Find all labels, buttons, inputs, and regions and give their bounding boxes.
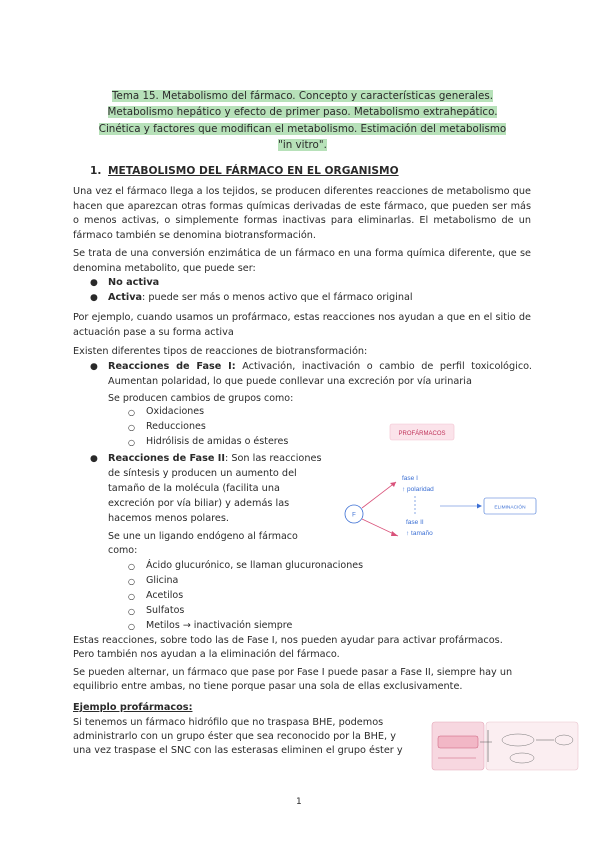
fase1-description: [108, 360, 532, 389]
circle-bullet-icon: ○: [128, 423, 135, 432]
bullet-icon: ●: [90, 362, 98, 372]
paragraph-profarmaco: Por ejemplo, cuando usamos un profármaco, estas reacciones nos ayudan a que en el sitio de actuación pase a su forma activa: [73, 312, 531, 338]
example-line-2: administrarlo con un grupo éster que sea reconocido por la BHE, y: [73, 731, 396, 742]
fase1-text: Activación, inactivación o cambio de perfil toxicológico. Aumentan polaridad, lo que puede conllevar una excreción por vía urinaria: [108, 361, 532, 387]
fase2-line-4: excreción por vía biliar) y además las: [108, 498, 290, 509]
bullet-activa-label: Activa: [108, 292, 143, 303]
fase1-item-3: Hidrólisis de amidas o ésteres: [146, 436, 289, 447]
circle-bullet-icon: ○: [128, 577, 135, 586]
fase2-diagram-note: ↑ tamaño: [406, 530, 433, 537]
fase2-label: Reacciones de Fase II: [108, 453, 226, 464]
fase1-item-1: Oxidaciones: [146, 406, 205, 417]
section-heading: [90, 165, 399, 177]
fase2-item-3: Acetilos: [146, 590, 184, 601]
profarmacos-label: PROFÁRMACOS: [398, 431, 446, 437]
bullet-activa: [108, 291, 413, 306]
prodrug-diagram-thumbnail: [430, 718, 580, 772]
arrow-to-fase1: [362, 482, 396, 508]
paragraph-alternar-line-1: Se pueden alternar, un fármaco que pase por Fase I puede pasar a Fase II, siempre hay un: [73, 667, 513, 678]
title-line-4: "in vitro".: [278, 138, 327, 151]
section-title: METABOLISMO DEL FÁRMACO EN EL ORGANISMO: [108, 165, 399, 177]
fase1-label: Reacciones de Fase I:: [108, 361, 236, 372]
paragraph-intro: Una vez el fármaco llega a los tejidos, se producen diferentes reacciones de metabolismo que hacen que aparezcan otras formas químicas derivadas de este fármaco, que pueden ser más o menos activas, o simplemente formas inactivas para eliminarlas. El metabolismo de un fármaco también se denomina biotransformación.: [73, 186, 531, 242]
eliminacion-label: ELIMINACIÓN: [494, 505, 526, 511]
bullet-icon: ●: [90, 293, 98, 303]
fase1-sub-intro: Se producen cambios de grupos como:: [108, 393, 294, 404]
fase2-diagram-label: fase II: [406, 519, 424, 526]
arrow-head-icon: [391, 531, 398, 536]
fase2-text: : Son las reacciones: [225, 453, 322, 464]
arrow-head-icon: [477, 504, 482, 509]
fase2-sub-intro-2: como:: [108, 545, 138, 556]
title-line-2: Metabolismo hepático y efecto de primer paso. Metabolismo extrahepático.: [107, 106, 498, 119]
metabolism-diagram: [340, 418, 540, 548]
example-heading: Ejemplo profármacos:: [73, 702, 193, 713]
paragraph-fases-line-1: Estas reacciones, sobre todo las de Fase I, nos pueden ayudar para activar profármacos.: [73, 635, 503, 646]
fase2-line-2: de síntesis y producen un aumento del: [108, 468, 297, 479]
circle-bullet-icon: ○: [128, 408, 135, 417]
thumb-snc-region: [486, 722, 578, 770]
fase2-item-1: Ácido glucurónico, se llaman glucuronaciones: [146, 560, 364, 571]
paragraph-conversion: Se trata de una conversión enzimática de un fármaco en una forma química diferente, que se denomina metabolito, que puede ser:: [73, 248, 531, 274]
fase2-item-5: Metilos → inactivación siempre: [146, 620, 293, 631]
fase1-diagram-label: fase I: [402, 475, 418, 482]
example-line-3: una vez traspase el SNC con las esterasas eliminen el grupo éster y: [73, 745, 403, 756]
fase1-diagram-note: ↑ polaridad: [402, 486, 434, 493]
circle-bullet-icon: ○: [128, 592, 135, 601]
paragraph-fases-line-2: Pero también nos ayudan a la eliminación del fármaco.: [73, 649, 340, 660]
paragraph-types: Existen diferentes tipos de reacciones de biotransformación:: [73, 346, 368, 357]
farmaco-node-label: F: [352, 512, 356, 519]
bullet-icon: ●: [90, 278, 98, 288]
circle-bullet-icon: ○: [128, 438, 135, 447]
document-title: [70, 88, 535, 153]
bullet-no-activa: No activa: [108, 277, 160, 288]
circle-bullet-icon: ○: [128, 562, 135, 571]
bullet-activa-text: : puede ser más o menos activo que el fármaco original: [142, 292, 413, 303]
fase2-sub-intro-1: Se une un ligando endógeno al fármaco: [108, 531, 298, 542]
fase2-line-3: tamaño de la molécula (facilita una: [108, 483, 280, 494]
fase2-line-1: [108, 452, 330, 467]
title-line-3: Cinética y factores que modifican el metabolismo. Estimación del metabolismo: [98, 122, 507, 135]
paragraph-alternar-line-2: equilibrio entre ambas, no tiene porque pasar una sola de ellas exclusivamente.: [73, 681, 463, 692]
section-number: 1.: [90, 165, 102, 177]
fase2-line-5: hacemos menos polares.: [108, 513, 230, 524]
bullet-icon: ●: [90, 454, 98, 464]
page-number: 1: [296, 797, 302, 807]
fase1-item-2: Reducciones: [146, 421, 206, 432]
circle-bullet-icon: ○: [128, 607, 135, 616]
example-line-1: Si tenemos un fármaco hidrófilo que no traspasa BHE, podemos: [73, 717, 384, 728]
thumb-drug-box: [438, 736, 478, 748]
fase2-item-2: Glicina: [146, 575, 179, 586]
fase2-item-4: Sulfatos: [146, 605, 185, 616]
circle-bullet-icon: ○: [128, 622, 135, 631]
title-line-1: Tema 15. Metabolismo del fármaco. Concepto y características generales.: [111, 90, 494, 102]
